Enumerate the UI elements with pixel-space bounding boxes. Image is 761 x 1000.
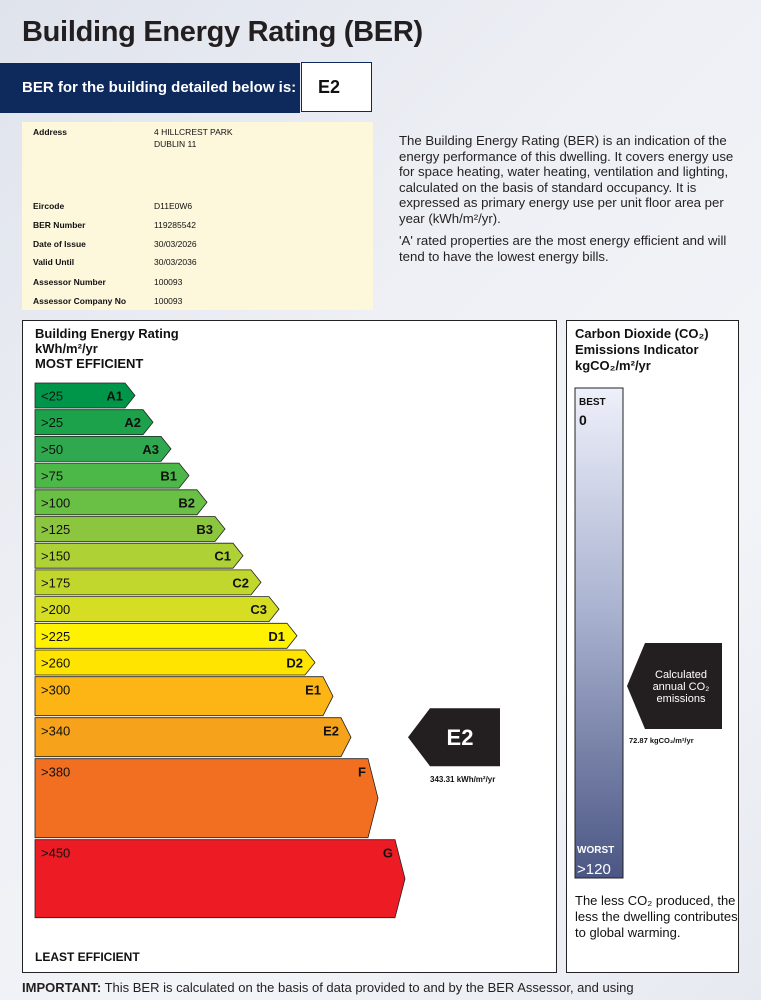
ber-band-range: >150 (41, 548, 71, 564)
detail-value: DUBLIN 11 (154, 139, 197, 149)
ber-band-g (35, 840, 405, 918)
co2-scale-chart (567, 321, 740, 974)
ber-band-f (35, 759, 378, 838)
detail-label: Eircode (33, 201, 65, 211)
detail-value: 30/03/2026 (154, 239, 197, 249)
detail-value: 30/03/2036 (154, 257, 197, 267)
detail-label: BER Number (33, 220, 86, 230)
detail-value: 100093 (154, 296, 183, 306)
detail-label: Address (33, 127, 68, 137)
ber-band-range: >340 (41, 723, 71, 739)
detail-label: Assessor Company No (33, 296, 127, 306)
ber-band-grade: G (382, 845, 393, 861)
co2-indicator-label: annual CO₂ (652, 681, 710, 693)
co2-subtitle: Emissions Indicator (575, 342, 699, 357)
ber-band-grade: C1 (214, 548, 231, 564)
ber-banner-label: BER for the building detailed below is: (0, 63, 300, 113)
co2-indicator-label: Calculated (655, 669, 707, 681)
detail-label: Valid Until (33, 257, 75, 267)
ber-scale-title: Building Energy Rating (35, 326, 179, 341)
ber-band-grade: E2 (323, 723, 339, 739)
ber-band-range: >125 (41, 522, 71, 537)
co2-worst-label: WORST (577, 845, 615, 856)
detail-label: Date of Issue (33, 239, 86, 249)
co2-worst-value: >120 (577, 861, 611, 878)
explanation-paragraph: 'A' rated properties are the most energy efficient and will tend to have the lowest energy bills. (399, 233, 727, 264)
ber-scale-least-efficient: LEAST EFFICIENT (35, 950, 140, 964)
ber-band-c3 (35, 597, 279, 622)
co2-title: Carbon Dioxide (CO₂) (575, 326, 709, 341)
ber-band-d1 (35, 623, 297, 648)
co2-panel (566, 320, 739, 973)
co2-footnote: The less CO₂ produced, the less the dwelling contributes to global warming. (575, 893, 738, 940)
ber-explanation (399, 133, 744, 271)
ber-band-e1 (35, 677, 333, 716)
detail-value: D11E0W6 (154, 201, 193, 211)
ber-band-grade: A2 (124, 415, 141, 431)
ber-band-grade: D2 (286, 655, 303, 671)
detail-label: Assessor Number (33, 277, 106, 287)
co2-best-label: BEST (579, 397, 606, 408)
ber-band-grade: D1 (268, 628, 285, 644)
ber-band-grade: A3 (142, 441, 159, 457)
explanation-paragraph: The Building Energy Rating (BER) is an indication of the energy performance of this dwelling. It covers energy use for space heating, water heating, ventilation and lighting, calculated on the basis of standard occupancy. It is expressed as primary energy use per unit floor area per year (kWh/m²/yr). (399, 133, 734, 226)
ber-band-grade: B1 (160, 468, 177, 484)
ber-band-grade: B3 (196, 522, 213, 537)
ber-scale-chart (23, 321, 558, 974)
detail-value: 119285542 (154, 220, 196, 230)
page-title: Building Energy Rating (BER) (22, 16, 423, 48)
important-text: This BER is calculated on the basis of data provided to and by the BER Assessor, and using (101, 980, 634, 995)
ber-band-d2 (35, 650, 315, 675)
ber-band-grade: C3 (250, 602, 267, 618)
ber-band-grade: E1 (305, 682, 321, 698)
detail-value: 4 HILLCREST PARK (154, 127, 233, 137)
detail-value: 100093 (154, 277, 183, 287)
ber-band-range: >225 (41, 628, 71, 644)
ber-band-range: >100 (41, 495, 71, 511)
building-details (22, 122, 373, 310)
co2-indicator-value: 72.87 kgCO₂/m²/yr (629, 736, 694, 745)
ber-scale-most-efficient: MOST EFFICIENT (35, 356, 144, 371)
ber-band-e2 (35, 718, 351, 757)
important-label: IMPORTANT: (22, 980, 102, 995)
ber-band-range: <25 (41, 388, 64, 404)
ber-scale-unit: kWh/m²/yr (35, 341, 98, 356)
ber-band-range: >75 (41, 468, 64, 484)
co2-indicator-label: emissions (656, 693, 706, 705)
ber-indicator-grade: E2 (446, 725, 474, 751)
ber-band-range: >50 (41, 441, 64, 457)
ber-band-range: >300 (41, 682, 71, 698)
ber-band-grade: C2 (232, 575, 249, 591)
co2-gradient-bar (575, 388, 623, 878)
ber-band-range: >175 (41, 575, 71, 591)
ber-band-range: >260 (41, 655, 71, 671)
ber-band-range: >450 (41, 845, 71, 861)
ber-scale-panel (22, 320, 557, 973)
ber-band-grade: F (358, 764, 366, 780)
important-notice (22, 980, 634, 995)
ber-rating-box: E2 (301, 62, 372, 112)
co2-unit: kgCO₂/m²/yr (575, 358, 651, 373)
ber-band-range: >200 (41, 602, 71, 618)
ber-band-grade: A1 (106, 388, 123, 404)
ber-band-grade: B2 (178, 495, 195, 511)
ber-band-range: >25 (41, 415, 64, 431)
ber-band-range: >380 (41, 764, 71, 780)
co2-best-value: 0 (579, 412, 587, 428)
ber-indicator-value: 343.31 kWh/m²/yr (430, 775, 496, 785)
